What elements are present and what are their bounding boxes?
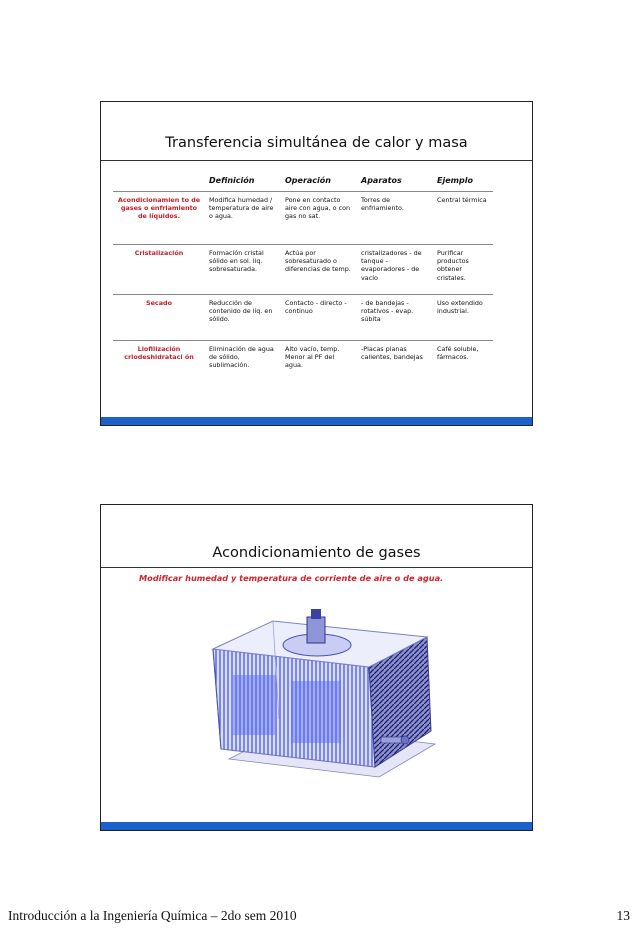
row-label: Secado: [113, 294, 205, 340]
page-number: 13: [616, 908, 630, 923]
column-header-ejemplo: Ejemplo: [437, 175, 473, 185]
table-cell: - de bandejas - rotativos - evap. súbita: [357, 294, 433, 340]
column-header-operacion: Operación: [285, 175, 331, 185]
table-row: [113, 340, 493, 392]
footer-course-title: Introducción a la Ingeniería Química – 2do sem 2010: [8, 908, 297, 923]
table-header-corner: [113, 170, 205, 191]
table-cell: Café soluble, fármacos.: [433, 340, 493, 392]
slide-title: Transferencia simultánea de calor y masa: [165, 135, 468, 151]
table-cell: Eliminación de agua de sólido, sublimación.: [205, 340, 281, 392]
table-cell: Contacto - directo - continuo: [281, 294, 357, 340]
row-label: Cristalización: [113, 244, 205, 294]
slide-subtitle: Modificar humedad y temperatura de corriente de aire o de agua.: [139, 573, 444, 583]
table-row: [113, 191, 493, 244]
column-header-definicion: Definición: [209, 175, 255, 185]
table-row: [113, 294, 493, 340]
table-cell: Actúa por sobresaturado o diferencias de temp.: [281, 244, 357, 294]
process-table: [113, 170, 493, 392]
table-cell: Uso extendido industrial.: [433, 294, 493, 340]
row-label: Liofilización criodeshidrataci ón: [113, 340, 205, 392]
table-header-row: [113, 170, 493, 191]
table-row: [113, 244, 493, 294]
table-cell: Pone en contacto aire con agua, o con gas no sat.: [281, 191, 357, 244]
slide-1: [100, 101, 533, 426]
table-cell: Modifica humedad / temperatura de aire o agua.: [205, 191, 281, 244]
column-header-aparatos: Aparatos: [361, 175, 402, 185]
table-cell: Torres de enfriamiento.: [357, 191, 433, 244]
slide-accent-bar: [101, 417, 532, 425]
title-divider: [101, 160, 532, 161]
slide-accent-bar: [101, 822, 532, 830]
slide-title: Acondicionamiento de gases: [212, 545, 421, 561]
table-cell: Central térmica: [433, 191, 493, 244]
table-cell: Formación cristal sólido en sol. liq. sobresaturada.: [205, 244, 281, 294]
table-cell: Reducción de contenido de líq. en sólido.: [205, 294, 281, 340]
table-cell: -Placas planas calientes, bandejas: [357, 340, 433, 392]
title-divider: [101, 567, 532, 568]
row-label: Acondicionamien to de gases o enfriamiento de líquidos.: [113, 191, 205, 244]
table-cell: Alto vacío, temp. Menor al PF del agua.: [281, 340, 357, 392]
slide-2: [100, 504, 533, 831]
cooling-tower-illustration: [199, 609, 439, 784]
table-cell: Purificar productos obtener cristales.: [433, 244, 493, 294]
table-cell: cristalizadores - de tanque - evaporadores - de vacío: [357, 244, 433, 294]
